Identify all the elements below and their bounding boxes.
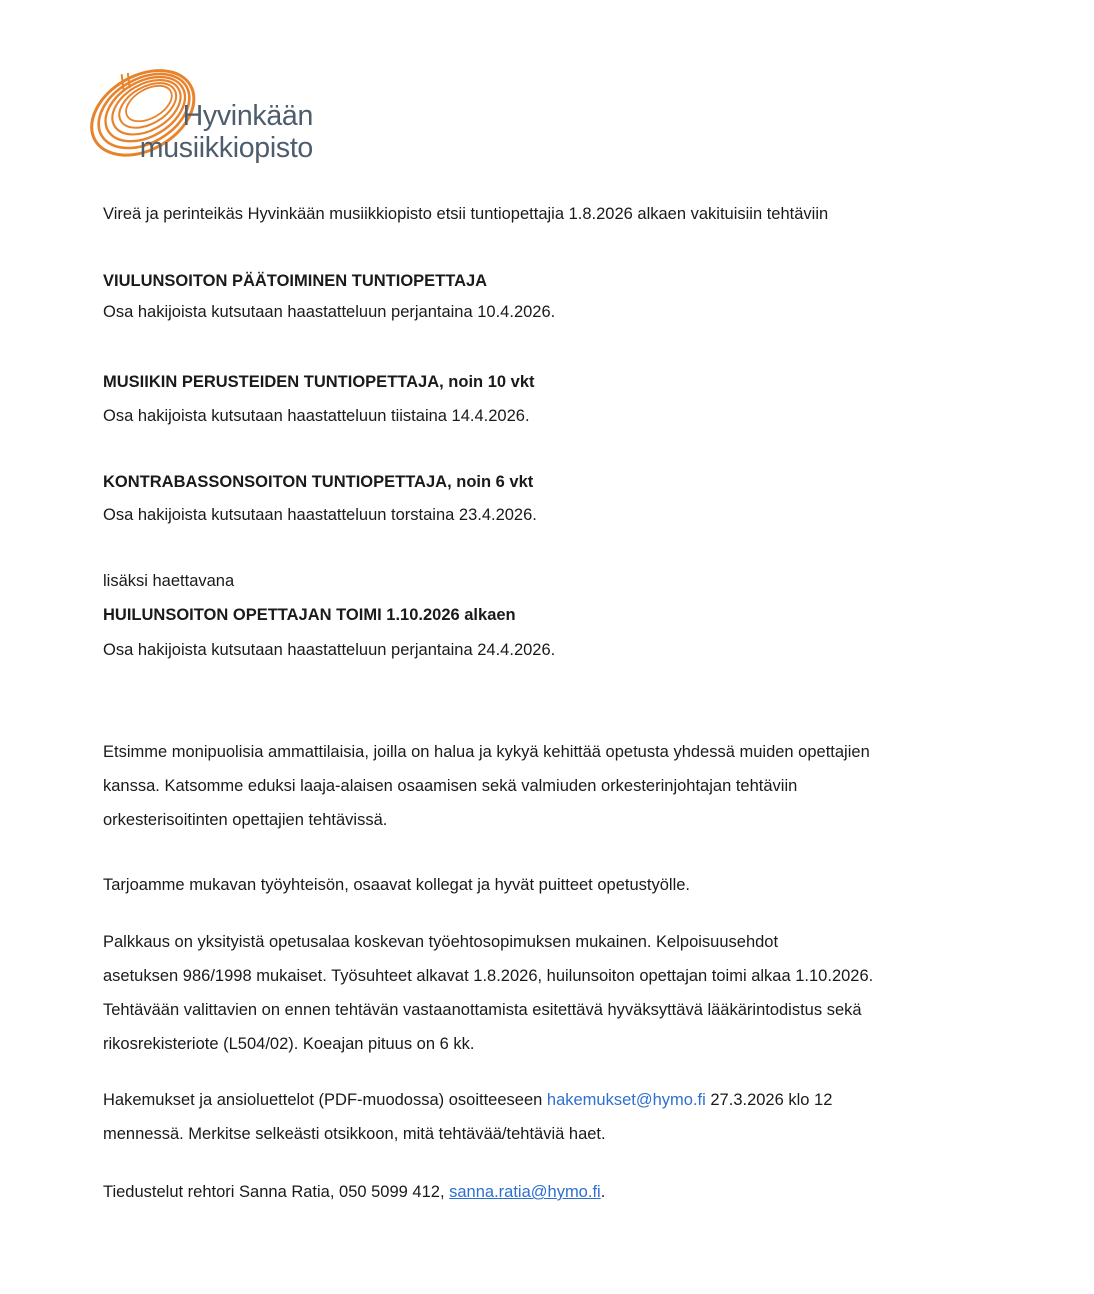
paragraph-line: asetuksen 986/1998 mukaiset. Työsuhteet alkavat 1.8.2026, huilunsoiton opettajan toimi alkaa 1.10.2026.	[103, 967, 874, 985]
position-note-musiikin-perusteet: Osa hakijoista kutsutaan haastatteluun tiistaina 14.4.2026.	[103, 407, 530, 425]
paragraph-line	[103, 1083, 832, 1117]
applications-text-after: 27.3.2026 klo 12	[705, 1091, 833, 1109]
position-note-huilunsoitto: Osa hakijoista kutsutaan haastatteluun perjantaina 24.4.2026.	[103, 641, 556, 659]
inquiries-text-after: .	[600, 1183, 606, 1201]
position-title-viulunsoiton: VIULUNSOITON PÄÄTOIMINEN TUNTIOPETTAJA	[103, 272, 488, 290]
paragraph-offer: Tarjoamme mukavan työyhteisön, osaavat kollegat ja hyvät puitteet opetustyölle.	[103, 876, 690, 894]
paragraph-salary	[103, 925, 873, 1061]
applications-email-link[interactable]: hakemukset@hymo.fi	[546, 1091, 706, 1109]
paragraph-inquiries	[103, 1175, 605, 1209]
paragraph-line: kanssa. Katsomme eduksi laaja-alaisen osaamisen sekä valmiuden orkesterinjohtajan tehtäviin	[103, 777, 798, 795]
logo	[85, 52, 345, 172]
position-title-musiikin-perusteet: MUSIIKIN PERUSTEIDEN TUNTIOPETTAJA, noin 10 vkt	[103, 373, 535, 391]
paragraph-line: Palkkaus on yksityistä opetusalaa koskevan työehtosopimuksen mukainen. Kelpoisuusehdot	[103, 933, 779, 951]
paragraph-line: Tehtävään valittavien on ennen tehtävän vastaanottamista esitettävä hyväksyttävä lääkärintodistus sekä	[103, 1001, 862, 1019]
applications-text-before: Hakemukset ja ansioluettelot (PDF-muodossa) osoitteeseen	[103, 1091, 547, 1109]
inquiries-text-before: Tiedustelut rehtori Sanna Ratia, 050 5099 412,	[103, 1183, 450, 1201]
logo-text-line1: Hyvinkään	[182, 100, 313, 132]
logo-text	[113, 100, 313, 164]
paragraph-line: Etsimme monipuolisia ammattilaisia, joilla on halua ja kykyä kehittää opetusta yhdessä muiden opettajien	[103, 743, 870, 761]
paragraph-line: orkesterisoitinten opettajien tehtävissä.	[103, 811, 388, 829]
paragraph-line: mennessä. Merkitse selkeästi otsikkoon, mitä tehtävää/tehtäviä haet.	[103, 1125, 606, 1143]
position-note-viulunsoiton: Osa hakijoista kutsutaan haastatteluun perjantaina 10.4.2026.	[103, 303, 556, 321]
position-title-huilunsoitto: HUILUNSOITON OPETTAJAN TOIMI 1.10.2026 alkaen	[103, 606, 516, 624]
position-note-kontrabassonsoitto: Osa hakijoista kutsutaan haastatteluun torstaina 23.4.2026.	[103, 506, 537, 524]
logo-text-line2: musiikkiopisto	[139, 132, 313, 164]
paragraph-line: rikosrekisteriote (L504/02). Koeajan pituus on 6 kk.	[103, 1035, 475, 1053]
intro-paragraph: Vireä ja perinteikäs Hyvinkään musiikkiopisto etsii tuntiopettajia 1.8.2026 alkaen vakituisiin tehtäviin	[103, 205, 829, 223]
paragraph-seeking	[103, 735, 870, 837]
paragraph-applications	[103, 1083, 832, 1151]
inquiries-email-link[interactable]: sanna.ratia@hymo.fi	[449, 1183, 601, 1201]
position-title-kontrabassonsoitto: KONTRABASSONSOITON TUNTIOPETTAJA, noin 6 vkt	[103, 473, 534, 491]
additional-lead: lisäksi haettavana	[103, 572, 235, 590]
